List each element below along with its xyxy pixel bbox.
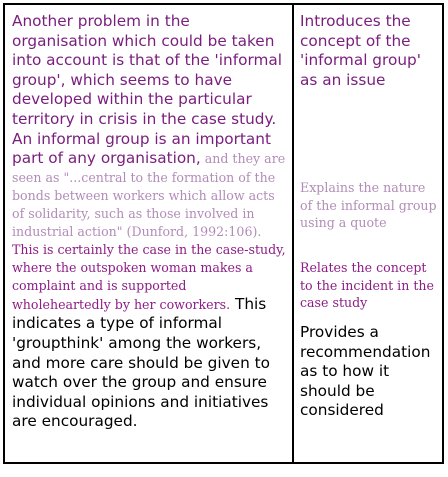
essay-paragraph (12, 12, 286, 432)
essay-segment-problem: Another problem in the organisation which could be taken into account is that of the 'informal group', which seems to have developed within the particular territory in crisis in the case study. An informal group is an important part of any organisation, (12, 12, 282, 168)
annotation-column (294, 5, 442, 462)
essay-segment-recommendation: This indicates a type of informal 'groupthink' among the workers, and more care should be given to watch over the group and ensure individual opinions and initiatives are encouraged. (12, 294, 271, 431)
annotated-essay-table (3, 3, 444, 464)
annotation-relates: Relates the concept to the incident in the case study (300, 260, 434, 310)
essay-text-column (5, 5, 294, 462)
essay-segment-case: This is certainly the case in the case-study, where the outspoken woman makes a complaint and is supported wholeheartedly by her coworkers. (12, 241, 286, 312)
annotation-introduces: Introduces the concept of the 'informal group' as an issue (300, 12, 421, 89)
annotation-explains: Explains the nature of the informal group using a quote (300, 180, 437, 230)
essay-segment-quote: and they are seen as "...central to the formation of the bonds between workers which allow acts of solidarity, such as those involved in industrial action" (Dunford, 1992:106). (12, 151, 286, 239)
annotation-provides: Provides a recommendation as to how it should be considered (300, 323, 431, 420)
